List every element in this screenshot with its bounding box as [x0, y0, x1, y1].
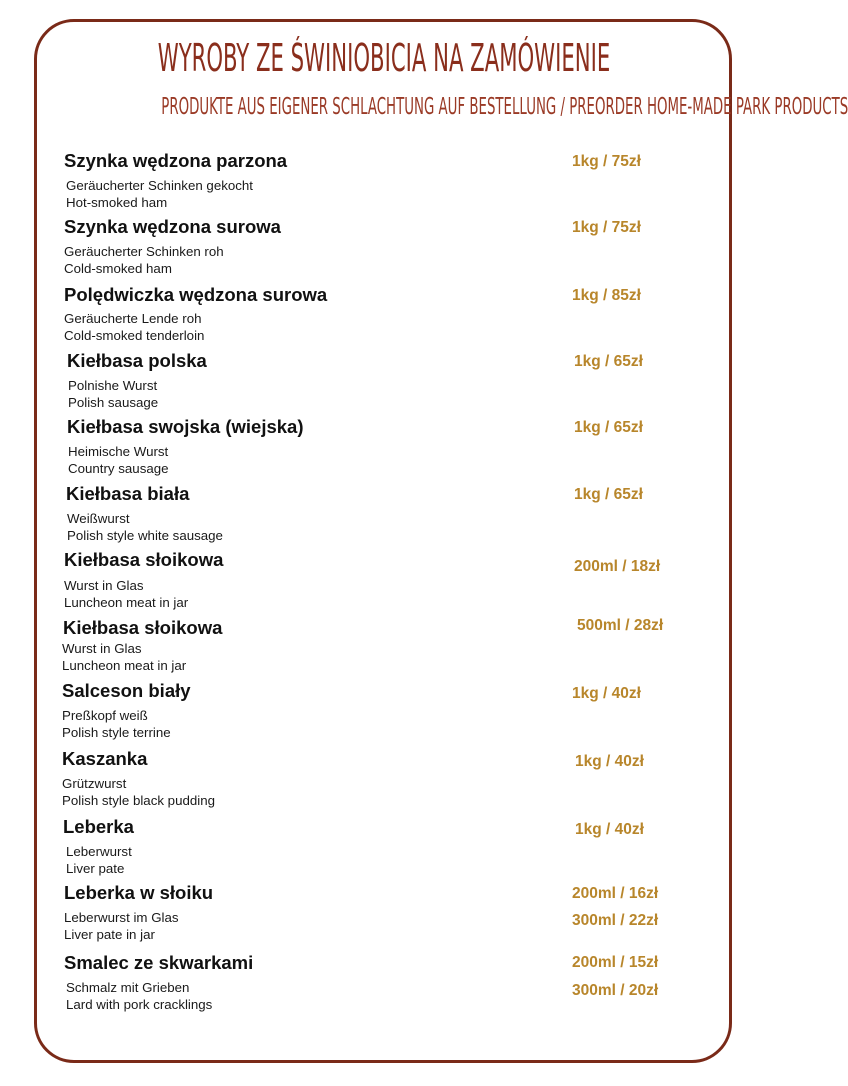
product-name-en: Country sausage	[68, 461, 169, 476]
product-price: 500ml / 28zł	[577, 617, 664, 634]
product-name: Smalec ze skwarkami	[64, 952, 254, 973]
product-price: 200ml / 18zł	[574, 558, 661, 575]
product-name: Kiełbasa słoikowa	[64, 549, 224, 570]
product-name: Kaszanka	[62, 748, 148, 769]
page-title: WYROBY ZE ŚWINIOBICIA NA ZAMÓWIENIE	[157, 36, 611, 80]
product-name-de: Geräucherter Schinken roh	[64, 244, 224, 259]
product-name: Leberka w słoiku	[64, 882, 214, 903]
product-name-en: Luncheon meat in jar	[62, 658, 187, 673]
product-name-en: Polish style terrine	[62, 725, 171, 740]
product-price: 1kg / 40zł	[572, 685, 641, 702]
product-name-en: Lard with pork cracklings	[66, 997, 213, 1012]
product-name-de: Polnishe Wurst	[68, 378, 158, 393]
product-name: Kiełbasa polska	[67, 350, 207, 371]
product-price: 300ml / 22zł	[572, 912, 659, 929]
product-price: 200ml / 16zł	[572, 885, 659, 902]
product-name-en: Polish sausage	[68, 395, 159, 410]
product-name: Szynka wędzona parzona	[64, 150, 288, 171]
product-name: Kiełbasa biała	[66, 483, 190, 504]
product-price: 1kg / 75zł	[572, 219, 641, 236]
product-price: 300ml / 20zł	[572, 982, 659, 999]
product-name-de: Wurst in Glas	[62, 641, 142, 656]
product-name: Kiełbasa słoikowa	[63, 617, 223, 638]
product-price: 1kg / 40zł	[575, 821, 644, 838]
product-price: 200ml / 15zł	[572, 954, 659, 971]
product-name: Polędwiczka wędzona surowa	[64, 284, 328, 305]
product-name-en: Liver pate in jar	[64, 927, 155, 942]
product-name-en: Polish style black pudding	[62, 793, 216, 808]
product-name-en: Cold-smoked ham	[64, 261, 172, 276]
product-price: 1kg / 65zł	[574, 486, 643, 503]
product-name: Kiełbasa swojska (wiejska)	[67, 416, 304, 437]
product-name-en: Liver pate	[66, 861, 125, 876]
product-name-de: Grützwurst	[62, 776, 127, 791]
product-price: 1kg / 75zł	[572, 153, 641, 170]
product-name-de: Leberwurst im Glas	[64, 910, 179, 925]
product-price: 1kg / 85zł	[572, 287, 641, 304]
product-name: Szynka wędzona surowa	[64, 216, 281, 237]
product-name-de: Heimische Wurst	[68, 444, 169, 459]
product-price: 1kg / 40zł	[575, 753, 644, 770]
product-name-de: Wurst in Glas	[64, 578, 144, 593]
product-name-de: Preßkopf weiß	[62, 708, 148, 723]
product-name-de: Geräucherte Lende roh	[64, 311, 202, 326]
product-price: 1kg / 65zł	[574, 419, 643, 436]
product-name: Salceson biały	[62, 680, 191, 701]
product-name-de: Geräucherter Schinken gekocht	[66, 178, 254, 193]
product-name: Leberka	[63, 816, 134, 837]
product-name-en: Luncheon meat in jar	[64, 595, 189, 610]
product-name-de: Weißwurst	[67, 511, 130, 526]
product-price: 1kg / 65zł	[574, 353, 643, 370]
product-name-en: Hot-smoked ham	[66, 195, 168, 210]
product-name-en: Polish style white sausage	[67, 528, 223, 543]
product-name-de: Schmalz mit Grieben	[66, 980, 190, 995]
page-subtitle: PRODUKTE AUS EIGENER SCHLACHTUNG AUF BESTELLUNG / PREORDER HOME-MADE PARK PRODUCTS	[161, 94, 848, 120]
product-name-de: Leberwurst	[66, 844, 132, 859]
product-name-en: Cold-smoked tenderloin	[64, 328, 205, 343]
